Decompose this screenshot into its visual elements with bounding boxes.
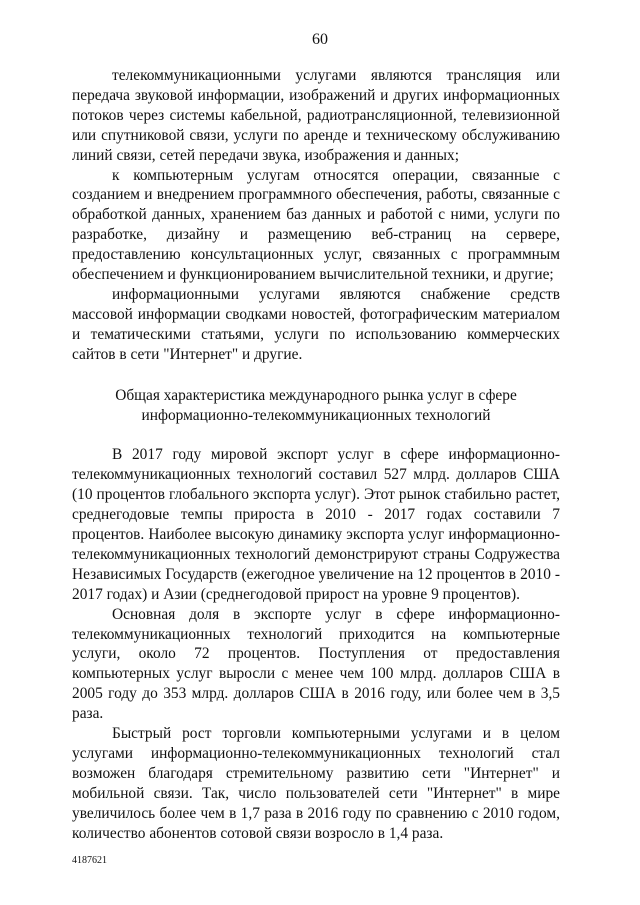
section-heading: Общая характеристика международного рынка услуг в сфере информационно-телекоммуникационных технологий	[115, 386, 517, 424]
paragraph-information-services: информационными услугами являются снабжение средств массовой информации сводками новостей, фотографическим материалом и тематическими статьями, услуги по использованию коммерческих сайтов в сети "Интернет" и другие.	[72, 285, 560, 363]
page-number: 60	[312, 31, 328, 48]
paragraph-rapid-growth: Быстрый рост торговли компьютерными услугами и в целом услугами информационно-телекоммуникационных технологий стал возможен благодаря стремительному развитию сети "Интернет" и мобильной связи. Так, число пользователей сети "Интернет" в мире увеличилось более чем в 1,7 раза в 2016 году по сравнению с 2010 годом, количество абонентов сотовой связи возросло в 1,4 раза.	[72, 725, 560, 842]
document-body	[72, 66, 560, 844]
paragraph-telecom-services: телекоммуникационными услугами являются трансляция или передача звуковой информации, изображений и других информационных потоков через системы кабельной, радиотрансляционной, телевизионной или спутниковой связи, услуги по аренде и техническому обслуживанию линий связи, сетей передачи звука, изображения и данных;	[72, 67, 560, 164]
paragraph-export-share: Основная доля в экспорте услуг в сфере информационно-телекоммуникационных технологий приходится на компьютерные услуги, около 72 процентов. Поступления от предоставления компьютерных услуг выросли с менее чем 100 млрд. долларов США в 2005 году до 353 млрд. долларов США в 2016 году, или более чем в 3,5 раза.	[72, 605, 560, 723]
paragraph-computer-services: к компьютерным услугам относятся операции, связанные с созданием и внедрением программного обеспечения, работы, связанные с обработкой данных, хранением баз данных и работой с ними, услуги по разработке, дизайну и размещению веб-страниц на сервере, предоставлению консультационных услуг, связанных с программным обеспечением и функционированием вычислительной техники, и другие;	[72, 166, 560, 284]
document-code: 4187621	[72, 855, 107, 866]
paragraph-world-export: В 2017 году мировой экспорт услуг в сфере информационно-телекоммуникационных технологий составил 527 млрд. долларов США (10 процентов глобального экспорта услуг). Этот рынок стабильно растет, среднегодовые темпы прироста в 2010 - 2017 годах составили 7 процентов. Наиболее высокую динамику экспорта услуг информационно-телекоммуникационных технологий демонстрируют страны Содружества Независимых Государств (ежегодное увеличение на 12 процентов в 2010 - 2017 годах) и Азии (среднегодовой прирост на уровне 9 процентов).	[72, 446, 560, 603]
